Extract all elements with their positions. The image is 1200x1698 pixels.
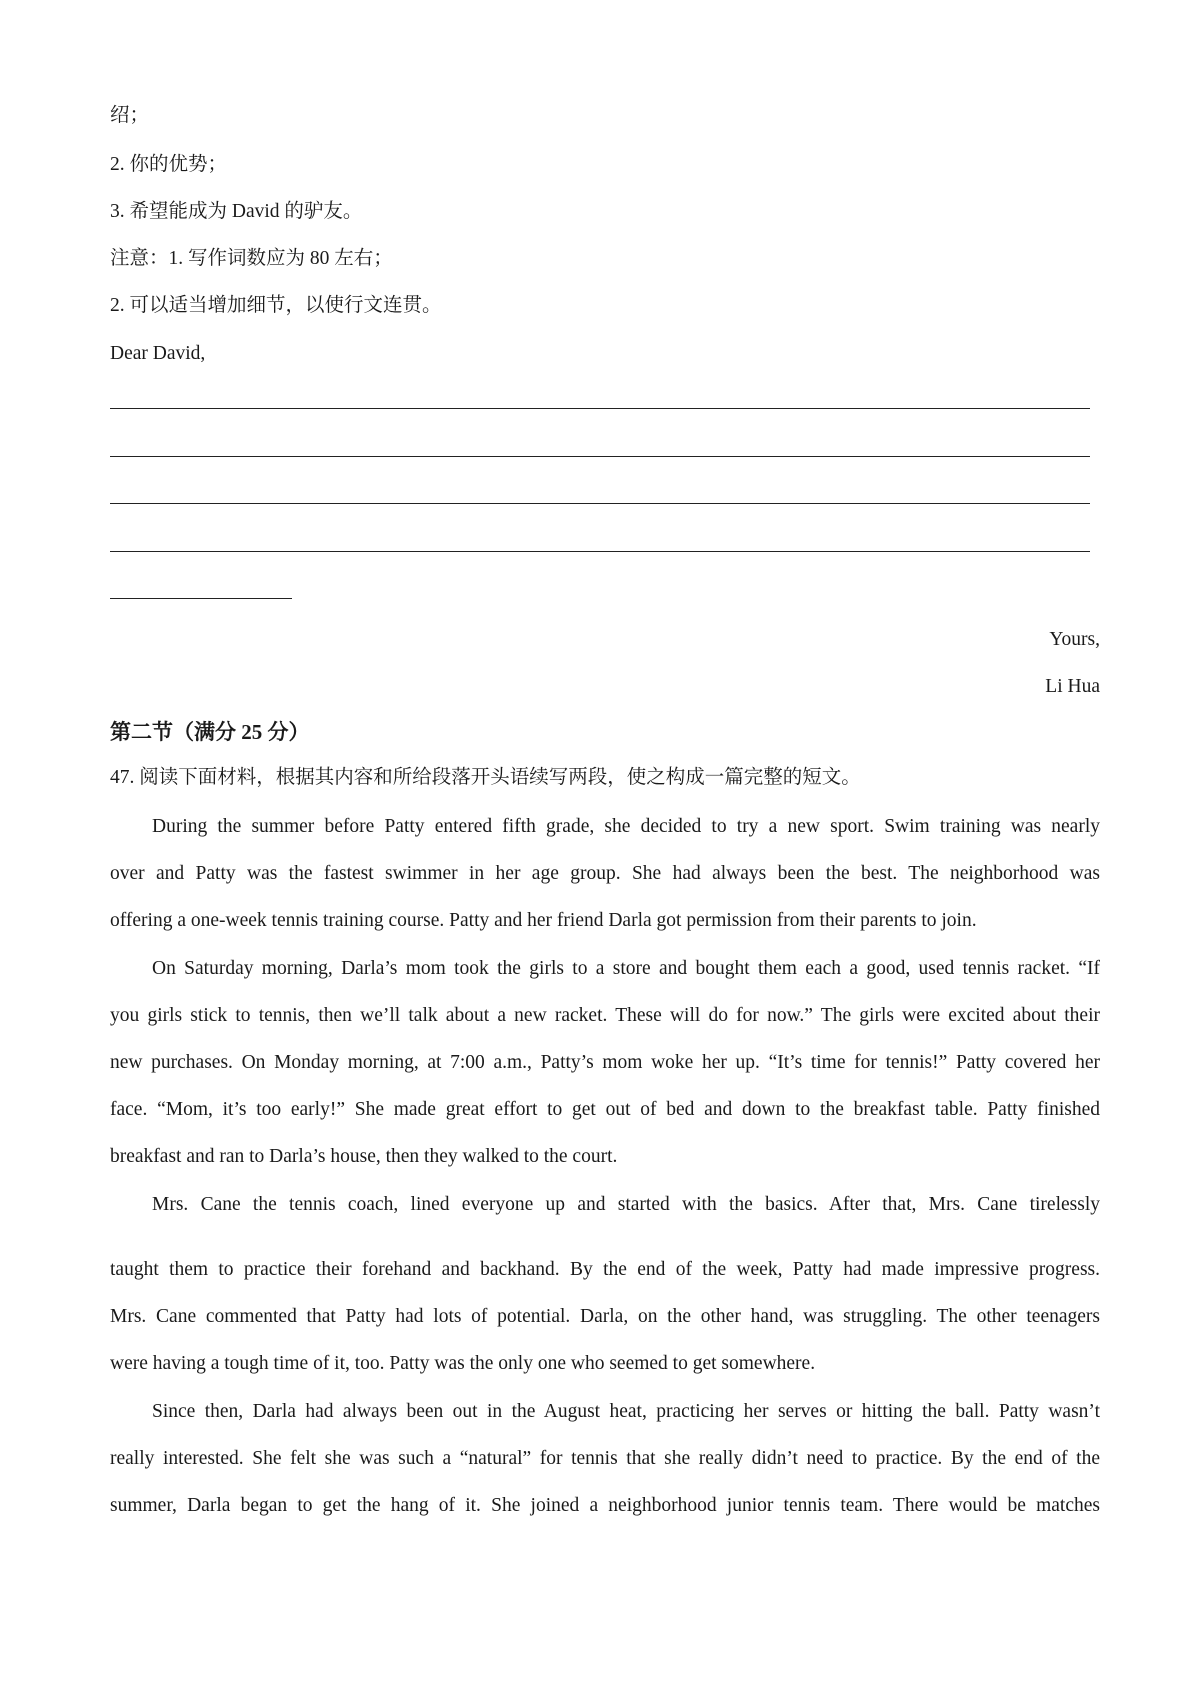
story-line: you girls stick to tennis, then we’ll talk about a new racket. These will do for now.” The girls were excited about their (110, 1005, 1100, 1026)
answer-blank-line (110, 408, 1090, 409)
task-point-3: 3. 希望能成为 David 的驴友。 (110, 201, 363, 222)
answer-blank-line (110, 551, 1090, 552)
story-line: On Saturday morning, Darla’s mom took the girls to a store and bought them each a good, used tennis racket. “If (152, 958, 1100, 979)
story-line: really interested. She felt she was such a “natural” for tennis that she really didn’t need to practice. By the end of the (110, 1448, 1100, 1469)
note-line-1: 注意：1. 写作词数应为 80 左右； (110, 248, 393, 269)
story-line: Mrs. Cane the tennis coach, lined everyone up and started with the basics. After that, Mrs. Cane tirelessly (152, 1194, 1100, 1215)
note-line-2: 2. 可以适当增加细节，以使行文连贯。 (110, 295, 442, 316)
story-line: summer, Darla began to get the hang of it. She joined a neighborhood junior tennis team. There would be matches (110, 1495, 1100, 1516)
story-line: were having a tough time of it, too. Patty was the only one who seemed to get somewhere. (110, 1353, 816, 1374)
story-paragraph-3-continued (110, 1258, 1100, 1376)
story-paragraph-2 (110, 957, 1100, 1169)
story-paragraph-4 (110, 1400, 1100, 1518)
letter-signature: Li Hua (1045, 676, 1100, 697)
letter-closing: Yours, (1049, 629, 1100, 650)
story-line: breakfast and ran to Darla’s house, then they walked to the court. (110, 1146, 618, 1167)
task-point-2: 2. 你的优势； (110, 154, 228, 175)
story-line: During the summer before Patty entered fifth grade, she decided to try a new sport. Swim training was nearly (152, 816, 1100, 837)
story-line: Since then, Darla had always been out in the August heat, practicing her serves or hitting the ball. Patty wasn’t (152, 1401, 1100, 1422)
answer-blank-line (110, 503, 1090, 504)
story-line: taught them to practice their forehand and backhand. By the end of the week, Patty had made impressive progress. (110, 1259, 1100, 1280)
story-line: offering a one-week tennis training course. Patty and her friend Darla got permission from their parents to join. (110, 910, 977, 931)
task-line-intro-tail: 绍； (110, 105, 150, 126)
answer-blank-line-short (110, 598, 292, 599)
story-line: face. “Mom, it’s too early!” She made great effort to get out of bed and down to the breakfast table. Patty finished (110, 1099, 1100, 1120)
story-paragraph-3 (110, 1193, 1100, 1217)
story-line: new purchases. On Monday morning, at 7:00 a.m., Patty’s mom woke her up. “It’s time for tennis!” Patty covered her (110, 1052, 1100, 1073)
story-line: over and Patty was the fastest swimmer in her age group. She had always been the best. The neighborhood was (110, 863, 1100, 884)
story-paragraph-1 (110, 815, 1100, 933)
answer-blank-line (110, 456, 1090, 457)
story-line: Mrs. Cane commented that Patty had lots of potential. Darla, on the other hand, was struggling. The other teenagers (110, 1306, 1100, 1327)
question-instruction: 47. 阅读下面材料，根据其内容和所给段落开头语续写两段，使之构成一篇完整的短文。 (110, 767, 861, 788)
section-heading: 第二节（满分 25 分） (110, 720, 310, 744)
letter-salutation: Dear David, (110, 343, 206, 364)
